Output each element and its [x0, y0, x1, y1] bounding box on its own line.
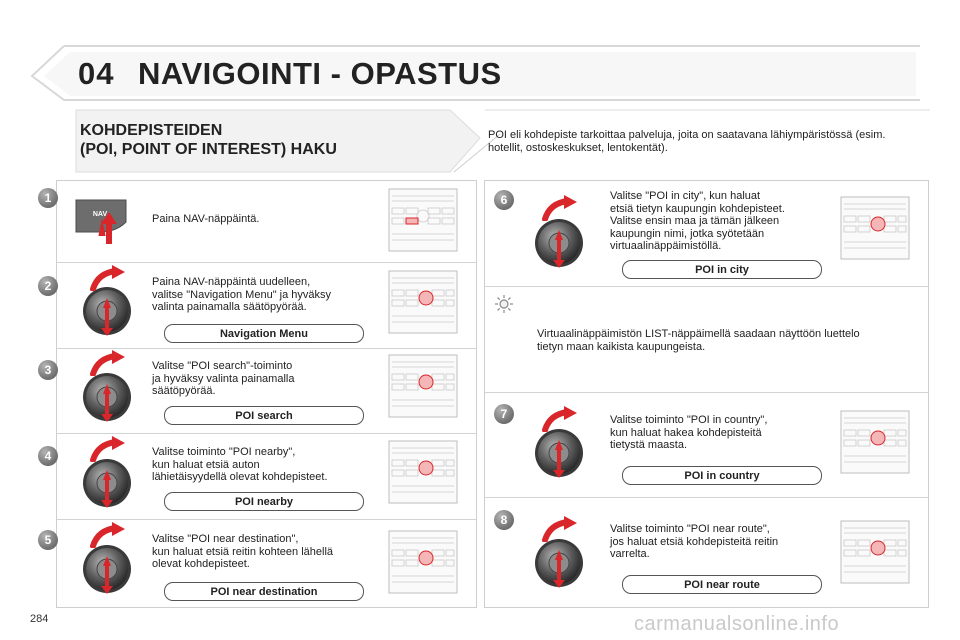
step-divider [57, 348, 476, 349]
dial-knob-icon [534, 538, 584, 588]
dial-knob-icon [534, 428, 584, 478]
chapter-title: NAVIGOINTI - OPASTUS [138, 56, 502, 91]
menu-option-pill: POI nearby [164, 492, 364, 511]
step-badge: 7 [494, 404, 514, 424]
sun-bulb-icon [494, 294, 514, 314]
menu-option-pill: Navigation Menu [164, 324, 364, 343]
rotate-arrow-icon [90, 522, 126, 548]
menu-option-pill: POI in city [622, 260, 822, 279]
step-text: Valitse "POI near destination", kun haluat etsiä reitin kohteen lähellä olevat kohdepisteet. [152, 533, 334, 570]
step-badge: 4 [38, 446, 58, 466]
step-text: Paina NAV-näppäintä. [152, 213, 260, 225]
rotate-arrow-icon [90, 436, 126, 462]
section-title [80, 121, 337, 159]
menu-option-pill: POI search [164, 406, 364, 425]
step-badge: 2 [38, 276, 58, 296]
step-divider [57, 262, 476, 263]
radio-panel-icon [840, 520, 910, 584]
step-text: Valitse toiminto "POI nearby", kun haluat etsiä auton lähietäisyydellä olevat kohdepisteet. [152, 446, 328, 483]
step-badge: 1 [38, 188, 58, 208]
step-text: Valitse "POI in city", kun haluat etsiä tietyn kaupungin kohdepisteet. Valitse ensin maa ja tämän jälkeen kaupungin nimi, jotka syötetään virtuaalinäppäimistöllä. [610, 190, 785, 252]
section-title-line2: (POI, POINT OF INTEREST) HAKU [80, 141, 337, 158]
radio-panel-icon [388, 354, 458, 418]
menu-option-pill: POI near route [622, 575, 822, 594]
dial-knob-icon [82, 458, 132, 508]
step-text: Valitse toiminto "POI near route", jos haluat etsiä kohdepisteitä reitin varrelta. [610, 523, 779, 560]
step-badge: 8 [494, 510, 514, 530]
step-divider [57, 519, 476, 520]
menu-option-pill: POI near destination [164, 582, 364, 601]
section-title-line1: KOHDEPISTEIDEN [80, 122, 223, 139]
step-divider [485, 497, 928, 498]
rotate-arrow-icon [90, 350, 126, 376]
step-badge: 6 [494, 190, 514, 210]
dial-knob-icon [82, 544, 132, 594]
rotate-arrow-icon [542, 406, 578, 432]
chapter-number: 04 [78, 56, 115, 91]
rotate-arrow-icon [542, 516, 578, 542]
step-badge: 5 [38, 530, 58, 550]
dial-knob-icon [82, 372, 132, 422]
step-text: Valitse toiminto "POI in country", kun haluat hakea kohdepisteitä tietystä maasta. [610, 414, 768, 451]
press-arrow-icon [100, 212, 118, 244]
dial-knob-icon [82, 286, 132, 336]
rotate-arrow-icon [90, 265, 126, 291]
step-divider [57, 433, 476, 434]
intro-text: POI eli kohdepiste tarkoittaa palveluja, joita on saatavana lähiympäristössä (esim. hotellit, ostoskeskukset, lentokentät). [488, 129, 886, 154]
watermark: carmanualsonline.info [634, 613, 840, 635]
rotate-arrow-icon [542, 195, 578, 221]
step-divider [485, 392, 928, 393]
tip-text: Virtuaalinäppäimistön LIST-näppäimellä saadaan näyttöön luettelo tietyn maan kaikista kaupungeista. [537, 328, 860, 353]
radio-panel-icon [388, 440, 458, 504]
radio-panel-icon [388, 530, 458, 594]
step-text: Paina NAV-näppäintä uudelleen, valitse "Navigation Menu" ja hyväksy valinta painamalla säätöpyörää. [152, 276, 332, 313]
step-badge: 3 [38, 360, 58, 380]
page-number: 284 [30, 613, 49, 625]
radio-panel-icon [840, 410, 910, 474]
nav-key-label: NAV [92, 211, 108, 218]
step-text: Valitse "POI search"-toiminto ja hyväksy valinta painamalla säätöpyörää. [152, 360, 295, 397]
radio-panel-icon [388, 270, 458, 334]
radio-panel-icon [840, 196, 910, 260]
menu-option-pill: POI in country [622, 466, 822, 485]
step-divider [485, 286, 928, 287]
dial-knob-icon [534, 218, 584, 268]
radio-panel-icon [388, 188, 458, 252]
